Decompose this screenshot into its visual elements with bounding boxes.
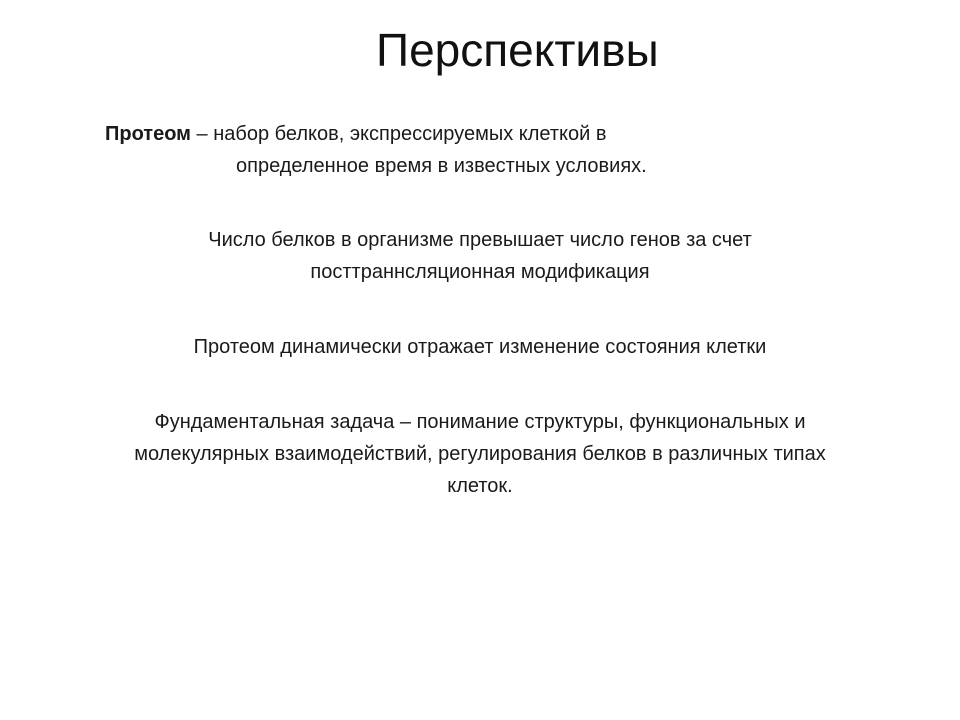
- paragraph-proteome-dynamics: [40, 331, 920, 363]
- paragraph-line: Число белков в организме превышает число генов за счет: [208, 229, 752, 251]
- definition-term: Протеом: [105, 123, 191, 145]
- paragraph-gene-count: [40, 224, 920, 288]
- definition-text: – набор белков, экспрессируемых клеткой в: [190, 123, 607, 145]
- slide-title: Перспективы: [376, 24, 659, 76]
- paragraph-fundamental-task: [40, 406, 920, 502]
- paragraph-line: Протеом динамически отражает изменение состояния клетки: [193, 336, 767, 358]
- paragraph-line: молекулярных взаимодействий, регулирования белков в различных типах: [134, 443, 826, 465]
- paragraph-line: посттраннсляционная модификация: [310, 261, 650, 283]
- paragraph-line: Фундаментальная задача – понимание структуры, функциональных и: [154, 411, 806, 433]
- definition-line-1: [105, 120, 606, 148]
- paragraph-line: клеток.: [447, 475, 513, 497]
- definition-line-2: определенное время в известных условиях.: [236, 155, 647, 177]
